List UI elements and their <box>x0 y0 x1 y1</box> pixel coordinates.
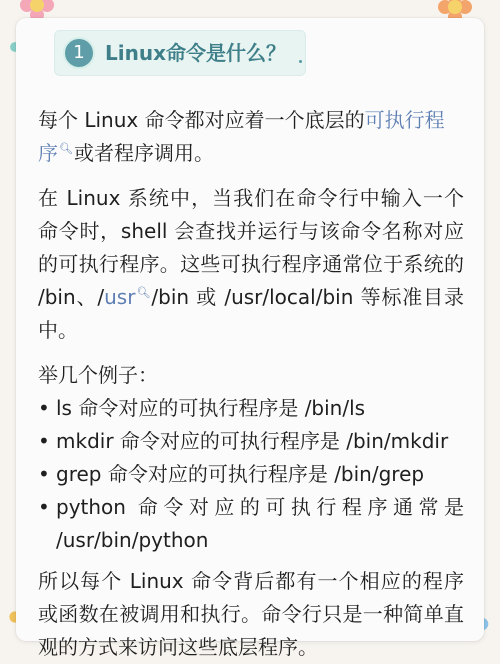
executable-link[interactable]: 可执行程序 <box>38 108 445 165</box>
list-item: • ls 命令对应的可执行程序是 /bin/ls <box>38 392 464 425</box>
examples-heading: 举几个例子： <box>38 363 158 387</box>
examples-list <box>38 392 464 557</box>
content-card <box>16 18 484 659</box>
closing-paragraph: 所以每个 Linux 命令背后都有一个相应的程序或函数在被调用和执行。命令行只是一种简单直观的方式来访问这些底层程序。 <box>38 569 464 659</box>
search-icon[interactable]: 🔍︎ <box>59 142 73 156</box>
section-number-badge: 1 <box>63 37 95 69</box>
list-item: • python 命令对应的可执行程序通常是 /usr/bin/python <box>38 491 464 557</box>
intro-paragraph <box>38 104 464 170</box>
usr-link[interactable]: usr <box>104 285 136 309</box>
section-header <box>54 30 306 76</box>
spacer <box>38 557 464 565</box>
list-item: • grep 命令对应的可执行程序是 /bin/grep <box>38 458 464 491</box>
header-dot <box>299 60 302 63</box>
paragraph-text: 或者程序调用。 <box>73 141 214 165</box>
search-icon[interactable]: 🔍︎ <box>136 286 151 300</box>
shell-paragraph <box>38 182 464 347</box>
paragraph-text: /bin 或 /usr/local/bin 等标准目录中。 <box>38 285 464 342</box>
article-content <box>38 104 464 664</box>
paragraph-text: 每个 Linux 命令都对应着一个底层的 <box>38 108 365 132</box>
list-item: • mkdir 命令对应的可执行程序是 /bin/mkdir <box>38 425 464 458</box>
section-title: Linux命令是什么？ <box>105 41 286 65</box>
paragraph-text: 在 Linux 系统中，当我们在命令行中输入一个命令时，shell 会查找并运行与该命令名称对应的可执行程序。这些可执行程序通常位于系统的 /bin、/ <box>38 186 464 309</box>
